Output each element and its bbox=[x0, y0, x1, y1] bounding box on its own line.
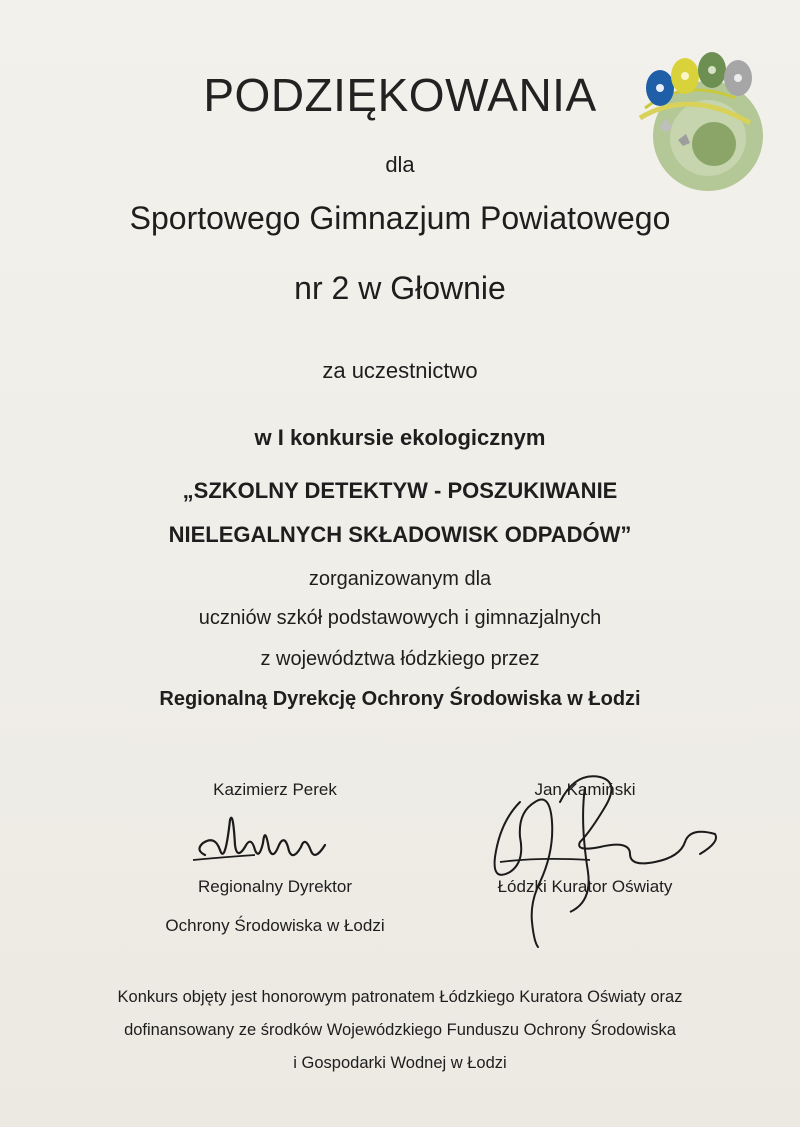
right-signature bbox=[480, 762, 725, 952]
contest-intro: w I konkursie ekologicznym bbox=[254, 425, 546, 450]
left-signatory-role-line-1: Regionalny Dyrektor bbox=[197, 877, 352, 896]
contest-name-line-2: NIELEGALNYCH SKŁADOWISK ODPADÓW” bbox=[168, 522, 632, 547]
left-signature bbox=[185, 805, 345, 875]
footer-line-1: Konkurs objęty jest honorowym patronatem Łódzkiego Kuratora Oświaty oraz bbox=[117, 988, 683, 1006]
recipient-line-1: Sportowego Gimnazjum Powiatowego bbox=[129, 200, 671, 236]
left-signatory-name: Kazimierz Perek bbox=[213, 780, 337, 799]
organized-line-2: uczniów szkół podstawowych i gimnazjalnych bbox=[198, 607, 602, 629]
left-signatory-role-line-2: Ochrony Środowiska w Łodzi bbox=[165, 916, 385, 935]
contest-name-line-1: „SZKOLNY DETEKTYW - POSZUKIWANIE bbox=[182, 478, 618, 503]
organized-line-1: zorganizowanym dla bbox=[308, 568, 492, 590]
footer-line-3: i Gospodarki Wodnej w Łodzi bbox=[293, 1054, 507, 1072]
organized-line-3: z województwa łódzkiego przez bbox=[260, 648, 540, 670]
right-signatory-name: Jan Kamiński bbox=[534, 780, 636, 799]
recipient-line-2: nr 2 w Głownie bbox=[294, 270, 506, 306]
certificate-title: PODZIĘKOWANIA bbox=[203, 69, 597, 121]
reason-text: za uczestnictwo bbox=[322, 358, 478, 383]
footer-line-2: dofinansowany ze środków Wojewódzkiego Funduszu Ochrony Środowiska bbox=[124, 1021, 676, 1039]
right-signatory-role: Łódzki Kurator Oświaty bbox=[497, 877, 673, 896]
organizer-name: Regionalną Dyrekcję Ochrony Środowiska w Łodzi bbox=[159, 688, 641, 710]
for-label: dla bbox=[385, 152, 415, 177]
